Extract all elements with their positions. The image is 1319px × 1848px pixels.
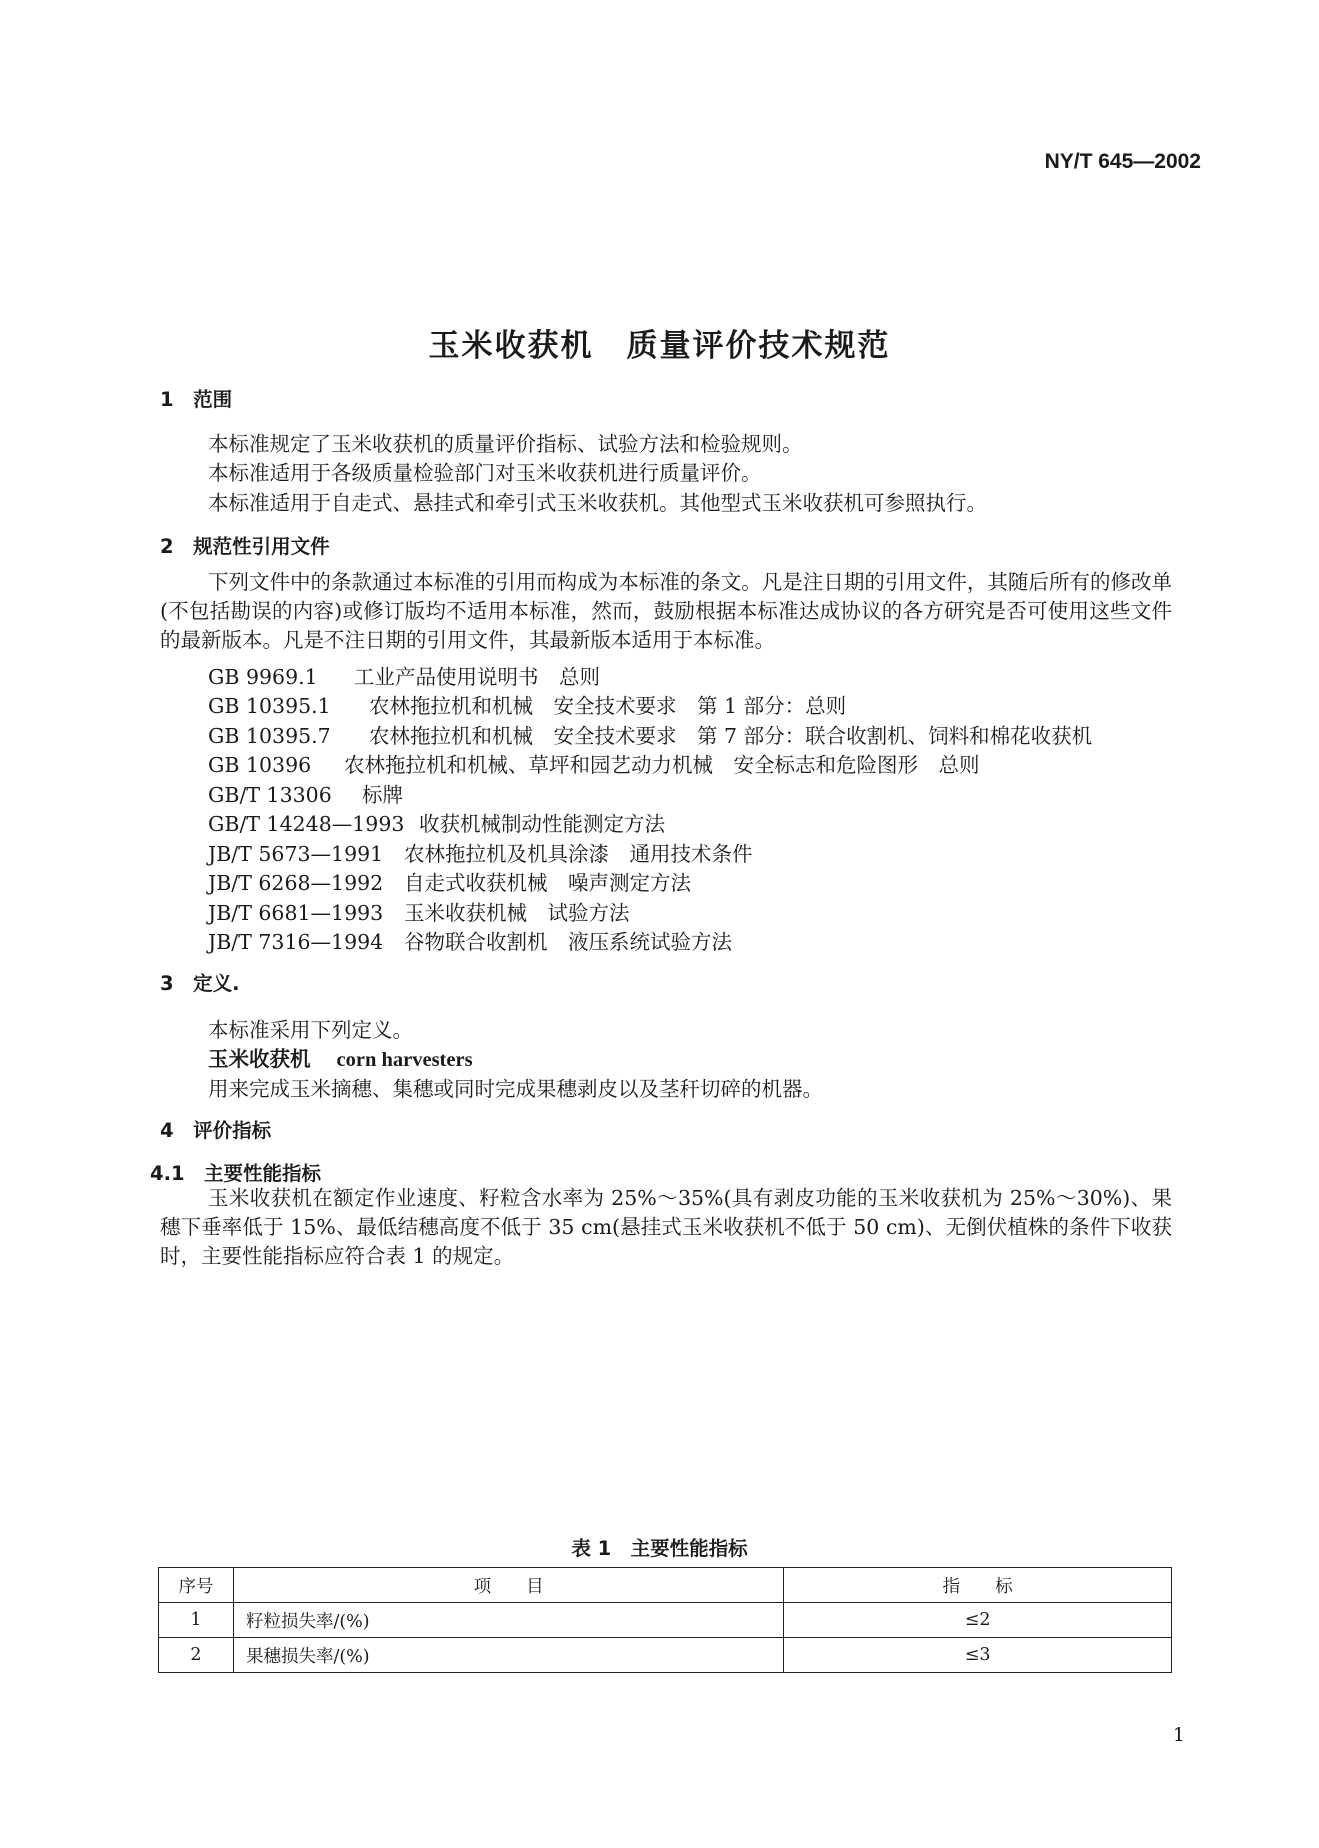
reference-code: GB 10396: [208, 753, 312, 777]
column-header-value: 指 标: [784, 1568, 1172, 1603]
reference-code: GB 10395.7: [208, 724, 331, 748]
section-1-heading: 1 范围: [160, 388, 233, 411]
section-3-heading: 3 定义.: [160, 972, 240, 995]
reference-row: [208, 748, 980, 778]
reference-title: 农林拖拉机和机械 安全技术要求 第 1 部分：总则: [369, 694, 847, 718]
section-1-para-3: 本标准适用于自走式、悬挂式和牵引式玉米收获机。其他型式玉米收获机可参照执行。: [208, 491, 987, 515]
section-1-para-1: 本标准规定了玉米收获机的质量评价指标、试验方法和检验规则。: [208, 432, 803, 456]
row-item: 籽粒损失率/(%): [233, 1603, 783, 1638]
section-4-1-heading: 4.1 主要性能指标: [150, 1162, 322, 1185]
table-header-row: [159, 1568, 1172, 1603]
reference-title: 农林拖拉机和机械、草坪和园艺动力机械 安全标志和危险图形 总则: [344, 753, 980, 777]
reference-title: 农林拖拉机及机具涂漆 通用技术条件: [404, 842, 753, 866]
section-4-1-body: 玉米收获机在额定作业速度、籽粒含水率为 25%～35%(具有剥皮功能的玉米收获机为 25%～30%)、果穗下垂率低于 15%、最低结穗高度不低于 35 cm(悬挂式玉米收获机不低于 50 cm)、无倒伏植株的条件下收获时，主要性能指标应符合表 1 的规定。: [160, 1186, 1172, 1268]
row-item: 果穗损失率/(%): [233, 1638, 783, 1673]
reference-row: [208, 807, 665, 837]
row-number: 2: [159, 1638, 234, 1673]
reference-code: JB/T 5673—1991: [208, 842, 384, 866]
row-value: ≤3: [784, 1638, 1172, 1673]
section-2-intro: 下列文件中的条款通过本标准的引用而构成为本标准的条文。凡是注日期的引用文件，其随后所有的修改单(不包括勘误的内容)或修订版均不适用本标准，然而，鼓励根据本标准达成协议的各方研究是否可使用这些文件的最新版本。凡是不注日期的引用文件，其最新版本适用于本标准。: [160, 570, 1172, 652]
section-2-heading: 2 规范性引用文件: [160, 535, 330, 558]
term-chinese: 玉米收获机: [208, 1047, 311, 1071]
term-entry: [208, 1042, 473, 1072]
reference-code: JB/T 6681—1993: [208, 901, 384, 925]
reference-code: JB/T 6268—1992: [208, 871, 384, 895]
row-number: 1: [159, 1603, 234, 1638]
reference-title: 农林拖拉机和机械 安全技术要求 第 7 部分：联合收割机、饲料和棉花收获机: [369, 724, 1093, 748]
reference-row: [208, 925, 732, 955]
reference-title: 收获机械制动性能测定方法: [419, 812, 665, 836]
reference-title: 标牌: [362, 783, 403, 807]
table-row: [159, 1603, 1172, 1638]
document-title: 玉米收获机 质量评价技术规范: [428, 328, 891, 364]
reference-title: 工业产品使用说明书 总则: [354, 665, 600, 689]
page-number: 1: [1172, 1724, 1185, 1746]
column-header-item: 项 目: [233, 1568, 783, 1603]
reference-row: [208, 896, 630, 926]
reference-code: JB/T 7316—1994: [208, 930, 384, 954]
reference-row: [208, 660, 600, 690]
table-row: [159, 1638, 1172, 1673]
reference-code: GB/T 13306: [208, 783, 332, 807]
reference-title: 谷物联合收割机 液压系统试验方法: [404, 930, 732, 954]
reference-code: GB/T 14248—1993: [208, 812, 405, 836]
section-1-para-2: 本标准适用于各级质量检验部门对玉米收获机进行质量评价。: [208, 461, 762, 485]
column-header-no: 序号: [159, 1568, 234, 1603]
reference-row: [208, 778, 403, 808]
table-caption: 表 1 主要性能指标: [571, 1537, 748, 1560]
section-3-intro: 本标准采用下列定义。: [208, 1018, 413, 1042]
reference-row: [208, 719, 1092, 749]
term-definition: 用来完成玉米摘穗、集穗或同时完成果穗剥皮以及茎秆切碎的机器。: [208, 1077, 823, 1101]
section-4-heading: 4 评价指标: [160, 1119, 272, 1142]
performance-table: [158, 1567, 1172, 1673]
reference-row: [208, 866, 691, 896]
reference-row: [208, 689, 846, 719]
row-value: ≤2: [784, 1603, 1172, 1638]
term-english: corn harvesters: [336, 1049, 473, 1071]
reference-title: 自走式收获机械 噪声测定方法: [404, 871, 691, 895]
reference-row: [208, 837, 753, 867]
standard-code: NY/T 645—2002: [1044, 150, 1201, 173]
reference-code: GB 9969.1: [208, 665, 318, 689]
reference-title: 玉米收获机械 试验方法: [404, 901, 630, 925]
reference-code: GB 10395.1: [208, 694, 331, 718]
